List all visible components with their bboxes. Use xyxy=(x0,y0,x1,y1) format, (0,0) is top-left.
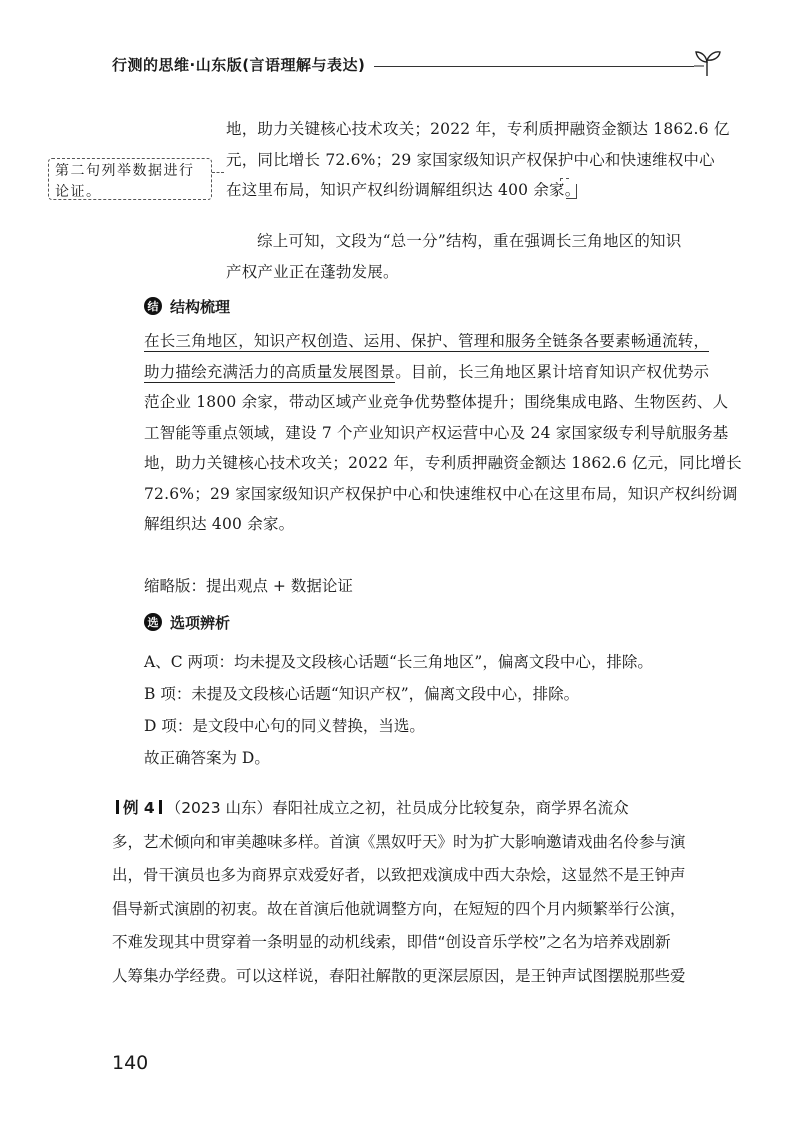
correct-answer: 故正确答案为 D。 xyxy=(144,749,270,767)
section-heading-options xyxy=(144,610,230,634)
underlined-central-sentence: 在长三角地区，知识产权创造、运用、保护、管理和服务全链条各要素畅通流转， xyxy=(144,332,710,350)
option-analysis-b: B 项：未提及文段核心话题“知识产权”，偏离文段中心，排除。 xyxy=(144,685,580,703)
paragraph-line: 范企业 1800 余家，带动区域产业竞争优势整体提升；围绕集成电路、生物医药、人 xyxy=(144,393,729,411)
header-title: 行测的思维·山东版(言语理解与表达) xyxy=(112,56,366,74)
section-heading-structure xyxy=(144,294,230,318)
paragraph-line: 元，同比增长 72.6%；29 家国家级知识产权保护中心和快速维权中心 xyxy=(226,150,715,169)
side-annotation-line: 论证。 xyxy=(55,184,102,200)
side-annotation-line: 第二句列举数据进行 xyxy=(55,163,195,179)
side-annotation xyxy=(48,158,212,200)
structure-section-icon: 结 xyxy=(144,297,162,315)
option-analysis-d: D 项：是文段中心句的同义替换，当选。 xyxy=(144,717,425,735)
top-paragraph xyxy=(226,114,730,206)
options-section-icon: 选 xyxy=(144,613,162,631)
running-header xyxy=(112,48,722,84)
example-question xyxy=(112,792,694,993)
paragraph-line: 解组织达 400 余家。 xyxy=(144,515,295,533)
underlined-central-sentence: 助力描绘充满活力的高质量发展图景 xyxy=(144,362,396,381)
header-rule xyxy=(374,66,694,67)
example-text: 春阳社成立之初，社员成分比较复杂，商学界名流众 xyxy=(272,799,629,817)
example-line: 倡导新式演剧的初衷。故在首演后他就调整方向，在短短的四个月内频繁举行公演， xyxy=(112,899,686,918)
example-label-bar-right xyxy=(159,800,162,814)
abbreviated-summary: 缩略版：提出观点 + 数据论证 xyxy=(144,577,353,595)
example-line: 不难发现其中贯穿着一条明显的动机线索，即借“创设音乐学校”之名为培养戏剧新 xyxy=(112,933,671,951)
example-line: 出，骨干演员也多为商界京戏爱好者，以致把戏演成中西大杂烩，这显然不是王钟声 xyxy=(112,866,686,884)
paragraph-line: 地，助力关键核心技术攻关；2022 年，专利质押融资金额达 1862.6 亿元，同比增长 xyxy=(144,454,742,472)
section-title: 选项辨析 xyxy=(170,613,231,632)
page-number: 140 xyxy=(112,1052,149,1074)
paragraph-line: 产权产业正在蓬勃发展。 xyxy=(226,262,399,281)
paragraph-line: 综上可知，文段为“总一分”结构，重在强调长三角地区的知识 xyxy=(257,232,682,250)
paragraph-line: 72.6%；29 家国家级知识产权保护中心和快速维权中心在这里布局，知识产权纠纷调 xyxy=(144,484,738,503)
example-line: 人筹集办学经费。可以这样说，春阳社解散的更深层原因，是王钟声试图摆脱那些爱 xyxy=(112,966,686,985)
paragraph-text: 。目前，长三角地区累计培育知识产权优势示 xyxy=(395,362,710,381)
annotation-connector xyxy=(212,172,224,173)
example-label: 例 4 xyxy=(123,799,155,817)
summary-paragraph xyxy=(226,226,714,287)
option-analysis-ac: A、C 两项：均未提及文段核心话题“长三角地区”，偏离文段中心，排除。 xyxy=(144,653,653,671)
example-label-bar-left xyxy=(116,800,119,814)
sprout-icon xyxy=(692,48,722,78)
paragraph-line: 在这里布局，知识产权纠纷调解组织达 400 余家。 xyxy=(226,181,581,199)
paragraph-line: 地，助力关键核心技术攻关；2022 年，专利质押融资金额达 1862.6 亿 xyxy=(226,120,730,138)
example-line: 多，艺术倾向和审美趣味多样。首演《黑奴吁天》时为扩大影响邀请戏曲名伶参与演 xyxy=(112,832,686,851)
paragraph-line: 工智能等重点领域，建设 7 个产业知识产权运营中心及 24 家国家级专利导航服务基 xyxy=(144,423,729,442)
example-source: （2023 山东） xyxy=(165,799,273,817)
structure-paragraph xyxy=(144,326,742,540)
section-title: 结构梳理 xyxy=(170,297,231,316)
